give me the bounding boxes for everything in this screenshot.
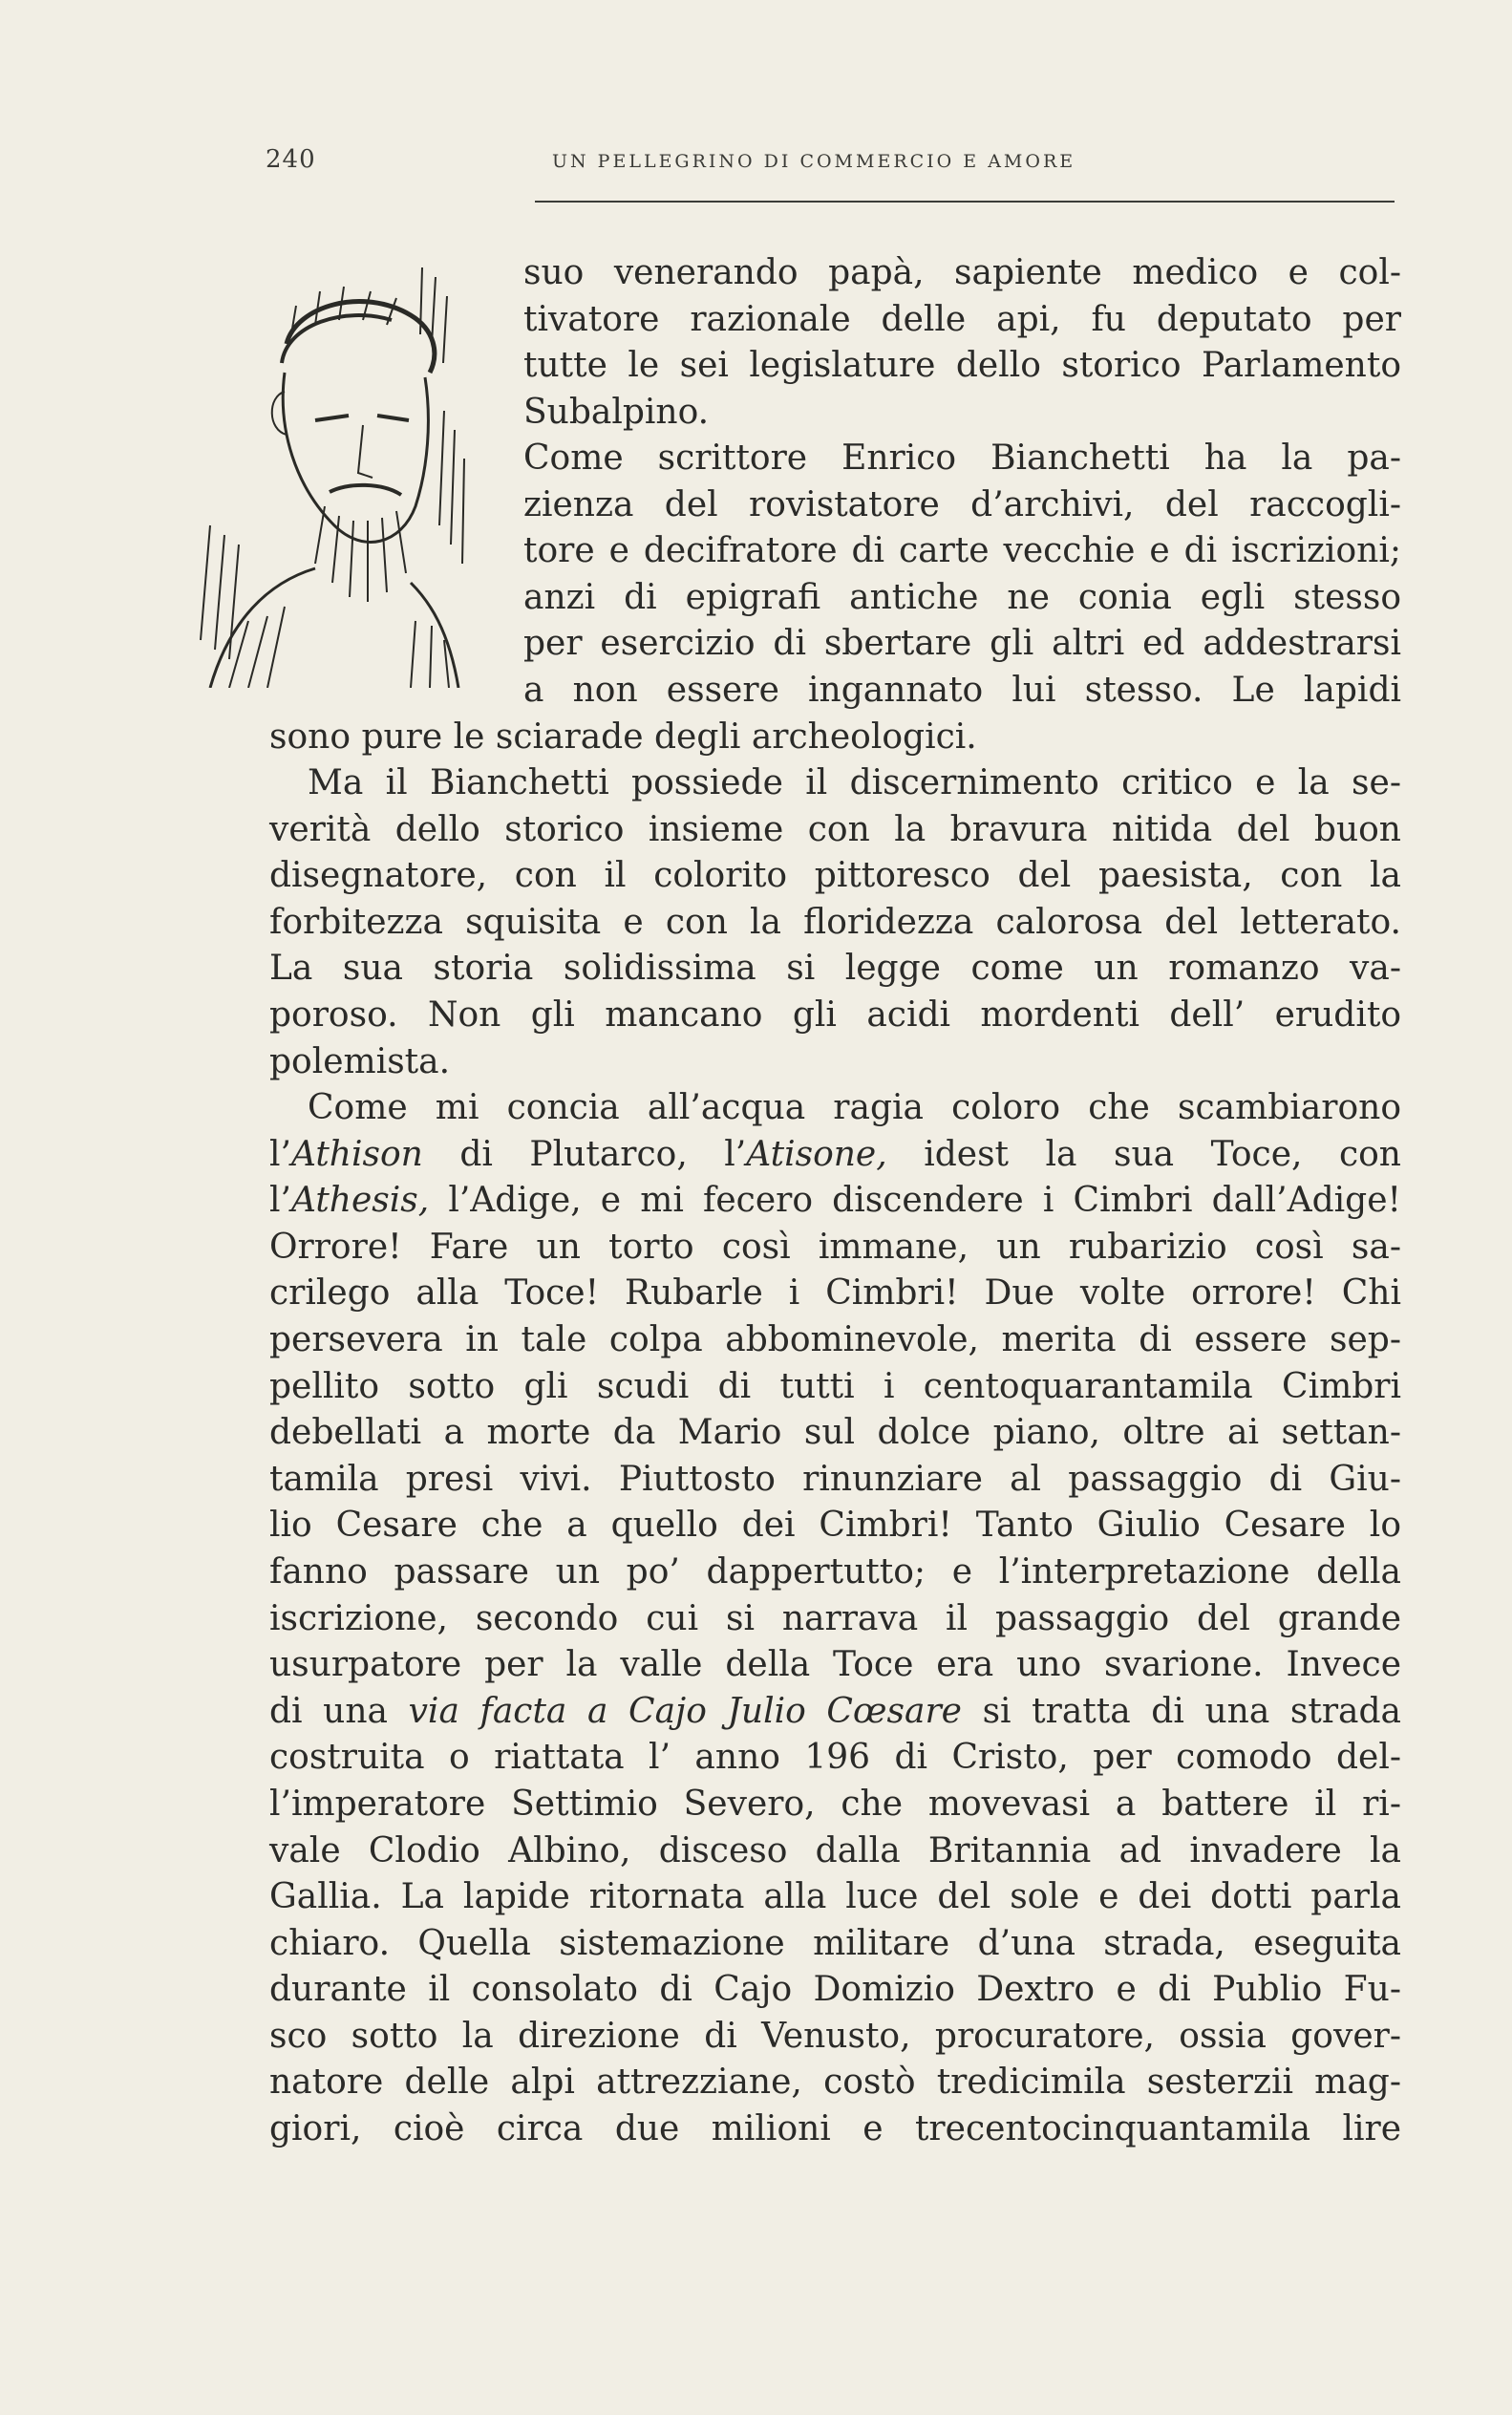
text-line: pellito sotto gli scudi di tutti i centoquarantamila Cimbri	[269, 1366, 1401, 1406]
text-line: Subalpino.	[523, 392, 710, 432]
text-line: sco sotto la direzione di Venusto, procuratore, ossia gover-	[269, 2016, 1401, 2056]
text-line: Gallia. La lapide ritornata alla luce del sole e dei dotti parla	[269, 1877, 1401, 1917]
text-line: l’Athison di Plutarco, l’Atisone, idest la sua Toce, con	[269, 1134, 1401, 1174]
text-line: sono pure le sciarade degli archeologici.	[269, 716, 977, 757]
text-line: forbitezza squisita e con la floridezza calorosa del letterato.	[269, 902, 1401, 942]
text-line: tutte le sei legislature dello storico Parlamento	[523, 346, 1401, 386]
text-line: giori, cioè circa due milioni e trecentocinquantamila lire	[269, 2109, 1401, 2149]
text-line: Come mi concia all’acqua ragia coloro che scambiarono	[308, 1088, 1401, 1127]
text-line: chiaro. Quella sistemazione militare d’una strada, eseguita	[269, 1923, 1401, 1963]
paragraph-2	[269, 436, 1401, 760]
text-line: di una via facta a Cajo Julio Cœsare si tratta di una strada	[269, 1691, 1401, 1731]
text-line: iscrizione, secondo cui si narrava il passaggio del grande	[269, 1598, 1401, 1638]
text-line: lio Cesare che a quello dei Cimbri! Tanto Giulio Cesare lo	[269, 1506, 1401, 1546]
text-line: verità dello storico insieme con la bravura nitida del buon	[269, 809, 1401, 849]
paragraph-3	[269, 760, 1401, 1085]
text-line: poroso. Non gli mancano gli acidi mordenti dell’ erudito	[269, 994, 1401, 1035]
text-line: usurpatore per la valle della Toce era uno svarione. Invece	[269, 1645, 1401, 1685]
text-line: anzi di epigrafi antiche ne conia egli stesso	[523, 577, 1401, 617]
page-header	[266, 145, 1400, 183]
text-line: debellati a morte da Mario sul dolce piano, oltre ai settan-	[269, 1413, 1401, 1453]
text-line: a non essere ingannato lui stesso. Le lapidi	[523, 670, 1401, 710]
paragraph-1	[269, 250, 1401, 436]
running-title: UN PELLEGRINO DI COMMERCIO E AMORE	[552, 151, 1076, 172]
paragraph-4	[269, 1085, 1401, 2153]
text-line: zienza del rovistatore d’archivi, del raccogli-	[523, 484, 1401, 524]
text-line: tivatore razionale delle api, fu deputato per	[523, 299, 1401, 339]
text-line: crilego alla Toce! Rubarle i Cimbri! Due volte orrore! Chi	[269, 1273, 1401, 1314]
text-line: tamila presi vivi. Piuttosto rinunziare al passaggio di Giu-	[269, 1459, 1401, 1499]
text-line: natore delle alpi attrezziane, costò tredicimila sesterzii mag-	[269, 2062, 1401, 2103]
header-rule	[535, 201, 1395, 203]
text-line: La sua storia solidissima si legge come un romanzo va-	[269, 949, 1401, 989]
text-line: Come scrittore Enrico Bianchetti ha la pa-	[523, 438, 1401, 478]
text-line: Orrore! Fare un torto così immane, un rubarizio così sa-	[269, 1227, 1401, 1267]
text-line: l’Athesis, l’Adige, e mi fecero discendere i Cimbri dall’Adige!	[269, 1181, 1401, 1221]
text-line: l’imperatore Settimio Severo, che movevasi a battere il ri-	[269, 1784, 1401, 1824]
text-line: fanno passare un po’ dappertutto; e l’interpretazione della	[269, 1551, 1401, 1592]
text-line: vale Clodio Albino, disceso dalla Britannia ad invadere la	[269, 1830, 1401, 1870]
text-line: polemista.	[269, 1041, 451, 1081]
text-line: durante il consolato di Cajo Domizio Dextro e di Publio Fu-	[269, 1970, 1401, 2010]
text-line: persevera in tale colpa abbominevole, merita di essere sep-	[269, 1319, 1401, 1359]
text-line: disegnatore, con il colorito pittoresco del paesista, con la	[269, 856, 1401, 896]
text-line: per esercizio di sbertare gli altri ed addestrarsi	[523, 624, 1401, 664]
text-line: tore e decifratore di carte vecchie e di iscrizioni;	[523, 531, 1401, 571]
text-line: Ma il Bianchetti possiede il discernimento critico e la se-	[308, 763, 1401, 802]
page-number: 240	[266, 145, 316, 174]
text-line: costruita o riattata l’ anno 196 di Cristo, per comodo del-	[269, 1738, 1401, 1778]
text-line: suo venerando papà, sapiente medico e col-	[523, 253, 1401, 292]
